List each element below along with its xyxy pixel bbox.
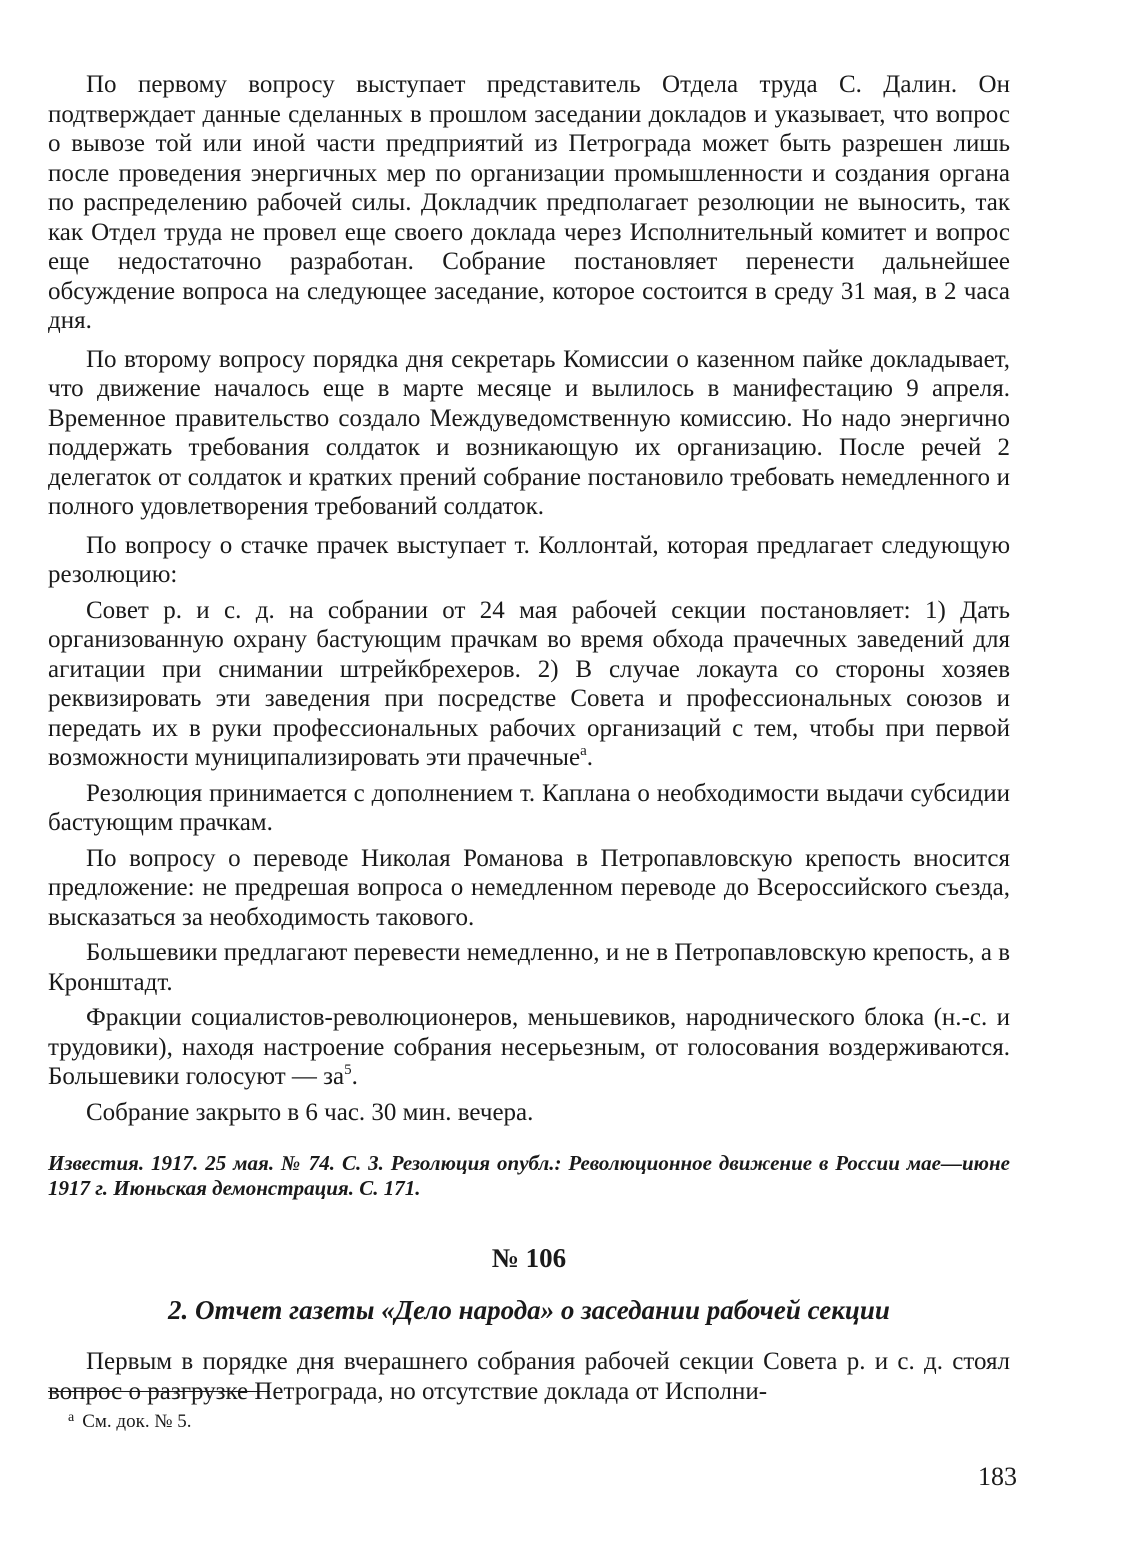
source-citation: Известия. 1917. 25 мая. № 74. С. 3. Резолюция опубл.: Революционное движение в России мае—июне 1917 г. Июньская демонстрация. С. 171. — [48, 1151, 1010, 1200]
paragraph-9 — [48, 1098, 1010, 1128]
paragraph-7 — [48, 938, 1010, 997]
paragraph-text: Первым в порядке дня вчерашнего собрания рабочей секции Совета р. и с. д. стоял вопрос о разгрузке Петрограда, но отсутствие доклада от Исполни- — [48, 1348, 1010, 1405]
paragraph-5 — [48, 779, 1010, 838]
paragraph-text: По вопросу о стачке прачек выступает т. Коллонтай, которая предлагает следующую резолюцию: — [48, 531, 1010, 588]
footnote-divider — [48, 1391, 270, 1392]
paragraph-text: Фракции социалистов-революционеров, меньшевиков, народнического блока (н.-с. и трудовики), находя настроение собрания несерьезным, от голосования воздерживаются. Большевики голосуют — за — [48, 1004, 1010, 1090]
paragraph-text: Большевики предлагают перевести немедленно, и не в Петропавловскую крепость, а в Кронштадт. — [48, 939, 1010, 996]
footnote-text: См. док. № 5. — [82, 1411, 192, 1432]
page-number: 183 — [978, 1462, 1017, 1491]
endnote-ref: 5 — [344, 1062, 352, 1078]
page-body — [48, 70, 1010, 1415]
paragraph-text: Резолюция принимается с дополнением т. Каплана о необходимости выдачи субсидии бастующим прачкам. — [48, 779, 1010, 836]
paragraph-next — [48, 1347, 1010, 1406]
paragraph-2 — [48, 345, 1010, 522]
paragraph-text: Совет р. и с. д. на собрании от 24 мая рабочей секции постановляет: 1) Дать организованную охрану бастующим прачкам во время обхода прачечных заведений для агитации при снимании штрейкбрехеров. 2) В случае локаута со стороны хозяев реквизировать эти заведения при посредстве Совета и профессиональных союзов и передать их в руки профессиональных рабочих организаций с тем, чтобы при первой возможности муниципализировать эти прачечные — [48, 596, 1010, 771]
paragraph-text: По второму вопросу порядка дня секретарь Комиссии о казенном пайке докладывает, что движение началось еще в марте месяце и вылилось в манифестацию 9 апреля. Временное правительство создало Междуведомственную комиссию. Но надо энергично поддержать требования солдаток и возникающую их организацию. После речей 2 делегаток от солдаток и кратких прений собрание постановило требовать немедленного и полного удовлетворения требований солдаток. — [48, 345, 1010, 520]
paragraph-8: Фракции социалистов-революционеров, меньшевиков, народнического блока (н.-с. и трудовики), находя настроение собрания несерьезным, от голосования воздерживаются. Большевики голосуют — за$^5$. — [48, 1004, 1010, 1090]
document-title: 2. Отчет газеты «Дело народа» о заседании рабочей секции — [168, 1295, 890, 1325]
resolution-text: Совет р. и с. д. на собрании от 24 мая рабочей секции постановляет: 1) Дать организованную охрану бастующим прачкам во время обхода прачечных заведений для агитации при снимании штрейкбрехеров. 2) В случае локаута со стороны хозяев реквизировать эти заведения при посредстве Совета и профессиональных союзов и передать их в руки профессиональных рабочих организаций с тем, чтобы при первой возможности муниципализировать эти прачечные$^а$. — [48, 596, 1010, 771]
paragraph-text: По вопросу о переводе Николая Романова в Петропавловскую крепость вносится предложение: не предрешая вопроса о немедленном переводе до Всероссийского съезда, высказаться за необходимость такового. — [48, 844, 1010, 931]
document-number: № 106 — [491, 1243, 567, 1273]
paragraph-3 — [48, 531, 1010, 590]
paragraph-6 — [48, 844, 1010, 933]
paragraph-1 — [48, 70, 1010, 336]
footnote — [68, 1406, 191, 1434]
paragraph-text: По первому вопросу выступает представитель Отдела труда С. Далин. Он подтверждает данные сделанных в прошлом заседании докладов и указывает, что вопрос о вывозе той или иной части предприятий из Петрограда может быть разрешен лишь после проведения энергичных мер по организации промышленности и создания органа по распределению рабочей силы. Докладчик предполагает резолюции не выносить, так как Отдел труда не провел еще своего доклада через Исполнительный комитет и вопрос еще недостаточно разработан. Собрание постановляет перенести дальнейшее обсуждение вопроса на следующее заседание, которое состоится в среду 31 мая, в 2 часа дня. — [48, 71, 1010, 334]
footnote-marker: а — [68, 1410, 75, 1425]
paragraph-text: Собрание закрыто в 6 час. 30 мин. вечера. — [86, 1098, 534, 1126]
footnote-ref: а — [580, 743, 587, 759]
